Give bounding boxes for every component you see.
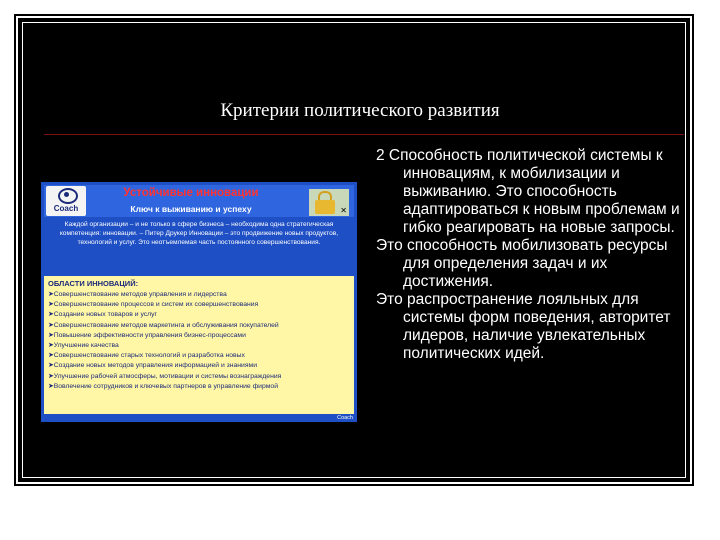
innovation-poster-image bbox=[41, 182, 357, 422]
paragraph-3: Это распространение лояльных для системы форм поведения, авторитет лидеров, наличие увлекательных политических идей. bbox=[376, 291, 671, 362]
poster-footer: Coach bbox=[337, 415, 353, 421]
list-item: ➤ Совершенствование методов управления и лидерства bbox=[48, 290, 350, 300]
list-item: ➤ Повышение эффективности управления бизнес-процессами bbox=[48, 331, 350, 341]
list-item: ➤ Создание новых методов управления информацией и знаниями bbox=[48, 361, 350, 371]
padlock-icon bbox=[309, 189, 349, 216]
innovation-areas-panel bbox=[44, 276, 354, 414]
poster-subtitle: Ключ к выживанию и успеху bbox=[130, 204, 252, 214]
list-item: ➤ Улучшение рабочей атмосферы, мотивации и системы вознаграждения bbox=[48, 372, 350, 382]
list-item: ➤ Совершенствование методов маркетинга и обслуживания покупателей bbox=[48, 321, 350, 331]
panel-heading: ОБЛАСТИ ИННОВАЦИЙ: bbox=[48, 279, 139, 288]
logo-text: Coach bbox=[53, 204, 79, 213]
poster-title: Устойчивые инновации bbox=[123, 187, 259, 199]
padlock-body bbox=[315, 200, 335, 214]
slide-title: Критерии политического развития bbox=[220, 100, 500, 121]
innovation-areas-list bbox=[48, 290, 350, 392]
title-divider bbox=[44, 134, 684, 135]
close-icon: ✕ bbox=[340, 206, 347, 215]
paragraph-1: 2 Способность политической системы к инновациям, к мобилизации и выживанию. Это способность адаптироваться к новым проблемам и гибко реагировать на новые запросы. bbox=[376, 147, 680, 236]
eye-pupil bbox=[64, 192, 69, 197]
slide-body bbox=[376, 147, 681, 363]
paragraph-2: Это способность мобилизовать ресурсы для определения задач и их достижения. bbox=[376, 237, 668, 290]
list-item: ➤ Улучшение качества bbox=[48, 341, 350, 351]
list-item: ➤ Создание новых товаров и услуг bbox=[48, 310, 350, 320]
list-item: ➤ Вовлечение сотрудников и ключевых партнеров в управление фирмой bbox=[48, 382, 350, 392]
coach-logo bbox=[46, 186, 86, 216]
poster-intro: Каждой организации – и не только в сфере бизнеса – необходима одна стратегическая компетенция: инновации. – Питер Друкер Инновации – это продвижение новых продуктов, технологий и услуг. Это неотъемлемая часть постоянного совершенствования. bbox=[59, 221, 339, 246]
list-item: ➤ Совершенствование старых технологий и разработка новых bbox=[48, 351, 350, 361]
list-item: ➤ Совершенствование процессов и систем их совершенствования bbox=[48, 300, 350, 310]
